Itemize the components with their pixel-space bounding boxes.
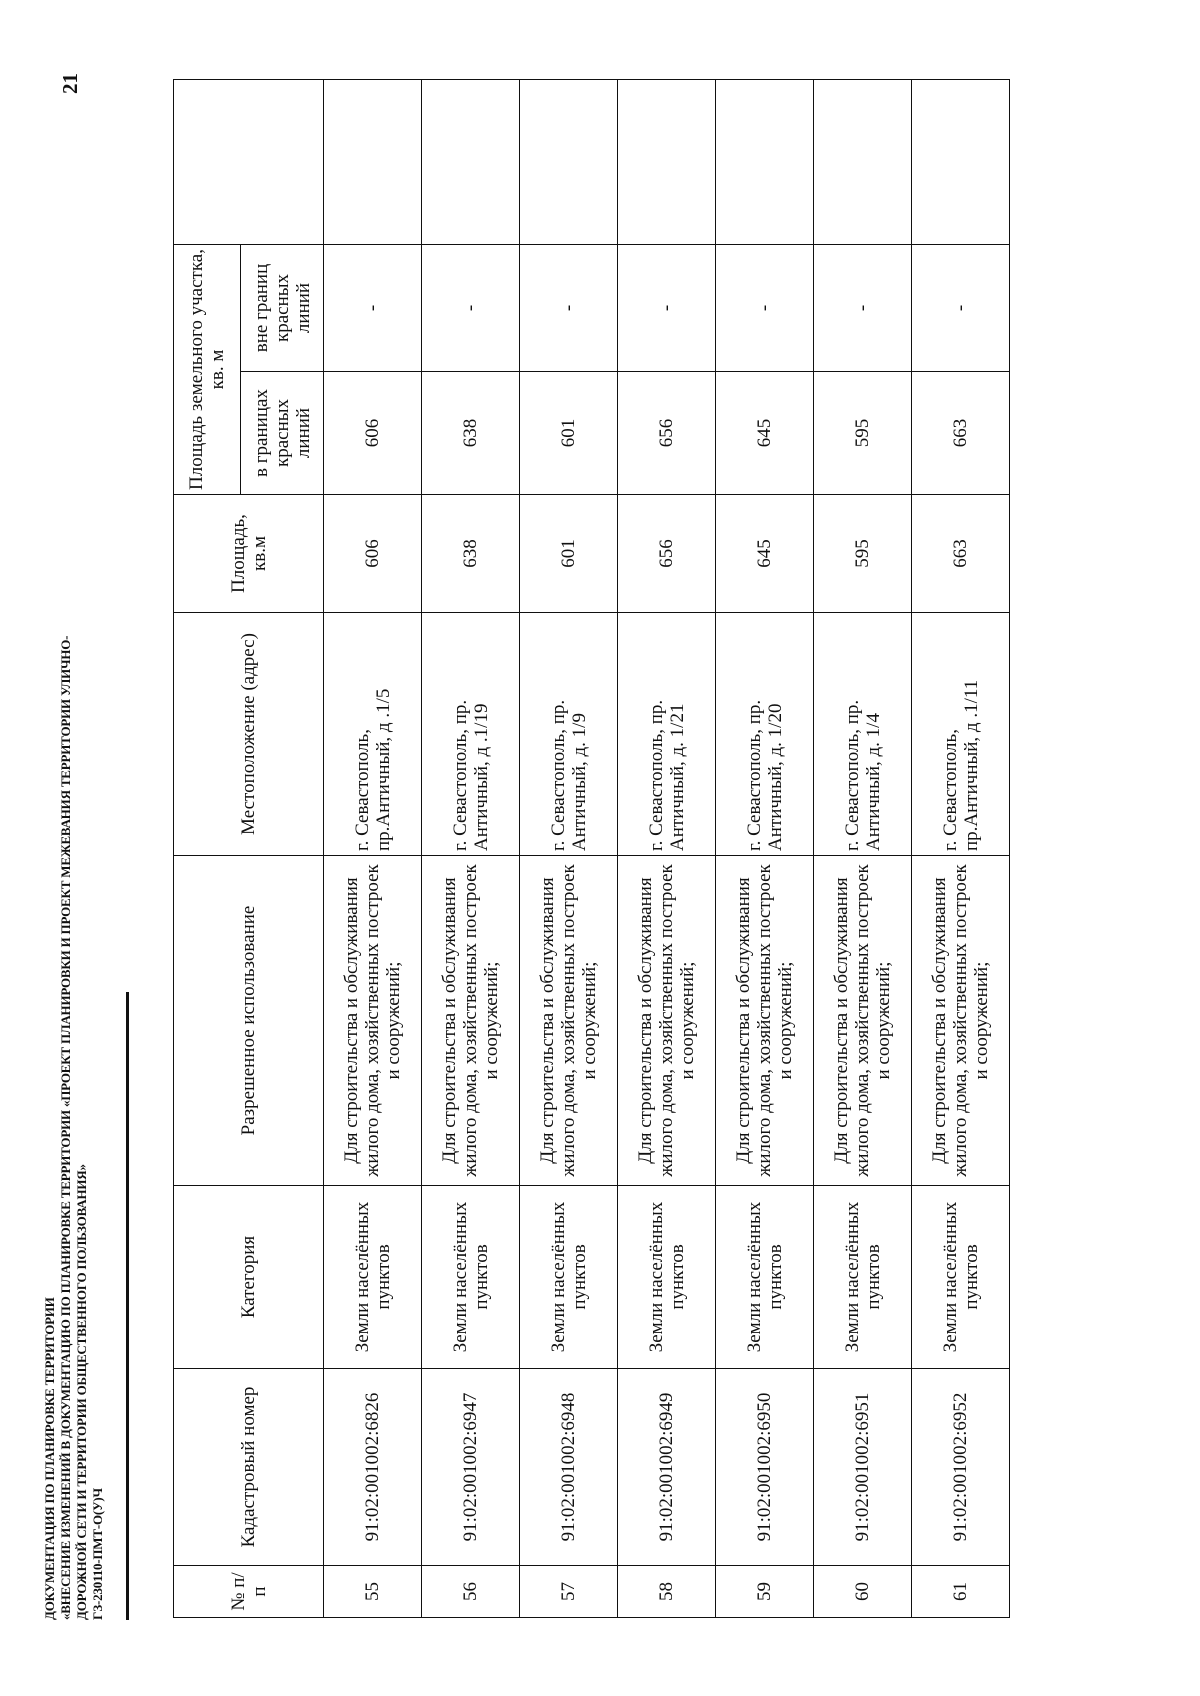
- cell-location: г. Севастополь, пр. Античный, д. 1/20: [716, 613, 814, 856]
- header-divider: [126, 992, 129, 1620]
- cell-usage: Для строительства и обслуживания жилого дома, хозяйственных построек и сооружений;: [324, 856, 422, 1186]
- cell-inside: 656: [618, 372, 716, 495]
- cell-num: 58: [618, 1566, 716, 1618]
- cell-cadastral: 91:02:001002:6826: [324, 1369, 422, 1566]
- cell-empty: [422, 80, 520, 245]
- land-plots-table: [173, 79, 1010, 1618]
- cell-location: г. Севастополь, пр.Античный, д .1/5: [324, 613, 422, 856]
- cell-category: Земли населённых пунктов: [618, 1186, 716, 1369]
- cell-location: г. Севастополь, пр. Античный, д .1/19: [422, 613, 520, 856]
- cell-num: 55: [324, 1566, 422, 1618]
- page-number: 21: [58, 73, 82, 94]
- cell-area: 645: [716, 495, 814, 613]
- cell-area: 601: [520, 495, 618, 613]
- cell-num: 60: [814, 1566, 912, 1618]
- cell-category: Земли населённых пунктов: [814, 1186, 912, 1369]
- cell-outside: -: [520, 245, 618, 372]
- cell-inside: 663: [912, 372, 1010, 495]
- cell-empty: [716, 80, 814, 245]
- cell-area: 595: [814, 495, 912, 613]
- cell-location: г. Севастополь, пр. Античный, д. 1/21: [618, 613, 716, 856]
- col-header-plot-area: Площадь земельного участка, кв. м: [174, 245, 241, 495]
- cell-outside: -: [912, 245, 1010, 372]
- table-row: [520, 80, 618, 1618]
- table-row: [912, 80, 1010, 1618]
- cell-empty: [912, 80, 1010, 245]
- table-row: [324, 80, 422, 1618]
- cell-inside: 595: [814, 372, 912, 495]
- table-row: [716, 80, 814, 1618]
- cell-area: 656: [618, 495, 716, 613]
- cell-cadastral: 91:02:001002:6948: [520, 1369, 618, 1566]
- cell-area: 663: [912, 495, 1010, 613]
- cell-location: г. Севастополь, пр.Античный, д .1/11: [912, 613, 1010, 856]
- table-row: [814, 80, 912, 1618]
- col-header-outside: вне границ красных линий: [241, 245, 324, 372]
- cell-cadastral: 91:02:001002:6949: [618, 1369, 716, 1566]
- cell-usage: Для строительства и обслуживания жилого дома, хозяйственных построек и сооружений;: [814, 856, 912, 1186]
- col-header-location: Местоположение (адрес): [174, 613, 324, 856]
- cell-outside: -: [814, 245, 912, 372]
- cell-location: г. Севастополь, пр. Античный, д. 1/9: [520, 613, 618, 856]
- header-line: ДОРОЖНОЙ СЕТИ И ТЕРРИТОРИИ ОБЩЕСТВЕННОГО ПОЛЬЗОВАНИЯ»: [74, 1164, 89, 1620]
- cell-location: г. Севастополь, пр. Античный, д. 1/4: [814, 613, 912, 856]
- header-line: ДОКУМЕНТАЦИЯ ПО ПЛАНИРОВКЕ ТЕРРИТОРИИ: [42, 1297, 57, 1620]
- cell-inside: 638: [422, 372, 520, 495]
- table-row: [422, 80, 520, 1618]
- col-header-inside: в границах красных линий: [241, 372, 324, 495]
- cell-inside: 645: [716, 372, 814, 495]
- cell-empty: [618, 80, 716, 245]
- cell-usage: Для строительства и обслуживания жилого дома, хозяйственных построек и сооружений;: [520, 856, 618, 1186]
- table-row: [618, 80, 716, 1618]
- cell-usage: Для строительства и обслуживания жилого дома, хозяйственных построек и сооружений;: [912, 856, 1010, 1186]
- col-header-cadastral: Кадастровый номер: [174, 1369, 324, 1566]
- col-header-area: Площадь, кв.м: [174, 495, 324, 613]
- cell-empty: [324, 80, 422, 245]
- cell-cadastral: 91:02:001002:6950: [716, 1369, 814, 1566]
- cell-num: 59: [716, 1566, 814, 1618]
- cell-category: Земли населённых пунктов: [422, 1186, 520, 1369]
- col-header-empty: [174, 80, 324, 245]
- cell-num: 57: [520, 1566, 618, 1618]
- cell-outside: -: [618, 245, 716, 372]
- document-header: [42, 120, 106, 1620]
- cell-usage: Для строительства и обслуживания жилого дома, хозяйственных построек и сооружений;: [422, 856, 520, 1186]
- cell-num: 56: [422, 1566, 520, 1618]
- cell-inside: 601: [520, 372, 618, 495]
- cell-outside: -: [422, 245, 520, 372]
- cell-category: Земли населённых пунктов: [716, 1186, 814, 1369]
- cell-outside: -: [324, 245, 422, 372]
- cell-area: 606: [324, 495, 422, 613]
- col-header-usage: Разрешенное использование: [174, 856, 324, 1186]
- col-header-num: № п/п: [174, 1566, 324, 1618]
- cell-inside: 606: [324, 372, 422, 495]
- cell-usage: Для строительства и обслуживания жилого дома, хозяйственных построек и сооружений;: [618, 856, 716, 1186]
- cell-num: 61: [912, 1566, 1010, 1618]
- cell-category: Земли населённых пунктов: [912, 1186, 1010, 1369]
- col-header-category: Категория: [174, 1186, 324, 1369]
- cell-cadastral: 91:02:001002:6947: [422, 1369, 520, 1566]
- cell-cadastral: 91:02:001002:6951: [814, 1369, 912, 1566]
- cell-category: Земли населённых пунктов: [520, 1186, 618, 1369]
- cell-category: Земли населённых пунктов: [324, 1186, 422, 1369]
- header-line: ГЗ-230110-ПМТ-О(У)Ч: [90, 1488, 105, 1620]
- cell-usage: Для строительства и обслуживания жилого дома, хозяйственных построек и сооружений;: [716, 856, 814, 1186]
- cell-outside: -: [716, 245, 814, 372]
- cell-empty: [520, 80, 618, 245]
- cell-cadastral: 91:02:001002:6952: [912, 1369, 1010, 1566]
- header-line: «ВНЕСЕНИЕ ИЗМЕНЕНИЙ В ДОКУМЕНТАЦИЮ ПО ПЛАНИРОВКЕ ТЕРРИТОРИИ «ПРОЕКТ ПЛАНИРОВКИ И ПРОЕКТ МЕЖЕВАНИЯ ТЕРРИТОРИИ УЛИЧНО-: [58, 635, 73, 1620]
- cell-area: 638: [422, 495, 520, 613]
- cell-empty: [814, 80, 912, 245]
